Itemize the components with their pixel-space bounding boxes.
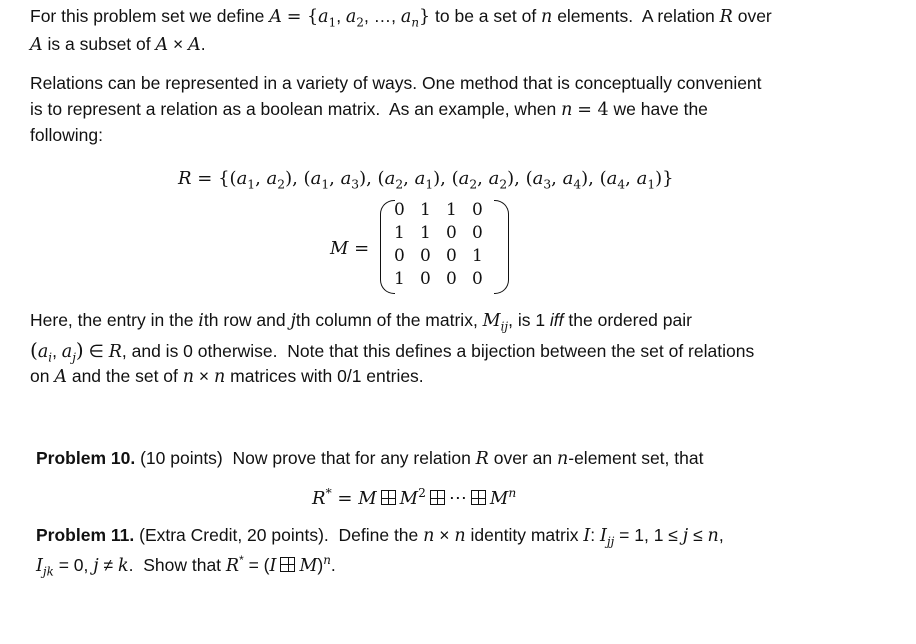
problem-10-formula: R* = M $M^2$ ⋯ $M^n$ xyxy=(312,486,517,509)
boolean-matrix xyxy=(392,200,496,292)
explanation-line-1: Here, the entry in the ith row and jth column of the matrix, $M_{ij}$, is 1 iff the ordered pair xyxy=(30,310,692,334)
matrix-cell: 1 xyxy=(394,223,405,243)
problem-11-line-2: $I_{jk} = 0$, j ≠ k. Show that R* = (I M)$^n$. xyxy=(36,553,336,579)
matrix-cell: 0 xyxy=(446,223,457,243)
matrix-cell: 0 xyxy=(472,223,483,243)
problem-10-statement: Problem 10. (10 points) Now prove that for any relation R over an n-element set, that xyxy=(36,448,704,469)
representation-line-1: Relations can be represented in a variety of ways. One method that is conceptually convenient xyxy=(30,73,762,93)
matrix-cell: 1 xyxy=(420,223,431,243)
boxplus-icon xyxy=(471,490,486,505)
explanation-line-3: on A and the set of n × n matrices with 0/1 entries. xyxy=(30,366,424,387)
matrix-label: M = xyxy=(330,238,370,259)
matrix-right-paren xyxy=(494,200,509,294)
matrix-cell: 0 xyxy=(472,200,483,220)
matrix-cell: 0 xyxy=(472,269,483,289)
intro-line-1: For this problem set we define $A = \{a_1$, $a_2$, …, $a_n$} to be a set of n elements. A relation R over xyxy=(30,6,772,30)
intro-line-2: A is a subset of A × A. xyxy=(30,34,206,55)
boxplus-icon xyxy=(381,490,396,505)
representation-line-2: is to represent a relation as a boolean matrix. As an example, when n = 4 we have the xyxy=(30,99,708,120)
explanation-line-2: ($a_i$, $a_j$) ∈ R, and is 0 otherwise. Note that this defines a bijection between the set of relations xyxy=(30,338,755,365)
matrix-cell: 1 xyxy=(472,246,483,266)
matrix-cell: 1 xyxy=(394,269,405,289)
matrix-cell: 1 xyxy=(420,200,431,220)
problem-11-line-1: Problem 11. (Extra Credit, 20 points). Define the n × n identity matrix I: $I_{jj} = 1$, 1 ≤ j ≤ n, xyxy=(36,525,724,549)
relation-example: $R = \{(a_1$, $a_2$), ($a_1$, $a_3$), ($a_2$, $a_1$), ($a_2$, $a_2$), ($a_3$, $a_4$), ($a_4$, $a_1$)} xyxy=(178,168,674,192)
representation-line-3: following: xyxy=(30,125,103,145)
matrix-cell: 0 xyxy=(446,269,457,289)
problem-10-heading: Problem 10. xyxy=(36,448,136,468)
boxplus-icon xyxy=(280,557,295,572)
matrix-cell: 1 xyxy=(446,200,457,220)
matrix-cell: 0 xyxy=(394,246,405,266)
problem-11-heading: Problem 11. xyxy=(36,525,135,545)
matrix-cell: 0 xyxy=(420,246,431,266)
matrix-cell: 0 xyxy=(394,200,405,220)
boxplus-icon xyxy=(430,490,445,505)
matrix-cell: 0 xyxy=(420,269,431,289)
matrix-cell: 0 xyxy=(446,246,457,266)
